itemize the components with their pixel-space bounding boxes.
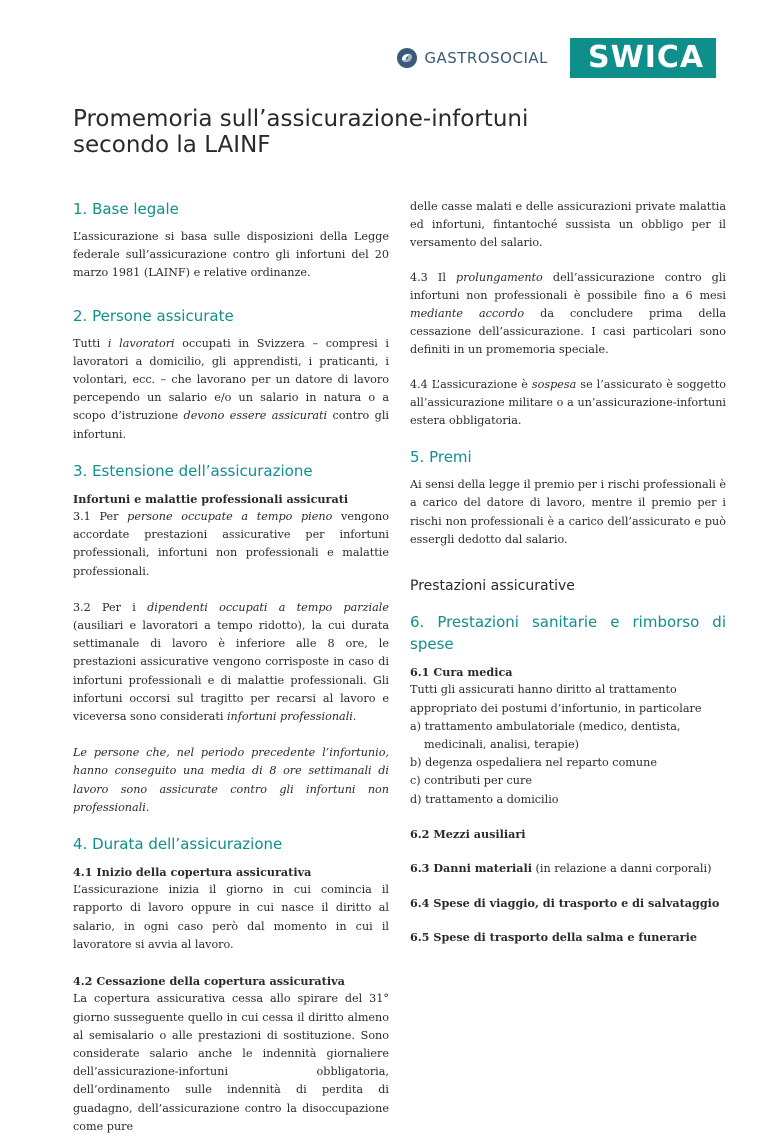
section-4-1-heading: 4.1 Inizio della copertura assicurativa [73,865,312,880]
section-6-3-heading: 6.3 Danni materiali (in relazione a danni corporali) [410,861,712,876]
section-6-4-heading: 6.4 Spese di viaggio, di trasporto e di salvataggio [410,896,720,911]
page-title [73,106,553,158]
left-column [73,198,389,1136]
list-item: b) degenza ospedaliera nel reparto comune [410,756,657,770]
section-3-note: Le persone che, nel periodo precedente l’infortunio, hanno conseguito una media di 8 ore settimanali di lavoro sono assicurate contro gli infortuni non professionali. [73,746,389,814]
section-4-4-text: 4.4 L’assicurazione è sospesa se l’assicurato è soggetto all’assicurazione militare o a un’assicurazione-infortuni estera obbligatoria. [410,377,726,428]
section-4-3-text: 4.3 Il prolungamento dell’assicurazione contro gli infortuni non professionali è possibile fino a 6 mesi mediante accordo da concludere prima della cessazione dell’assicurazione. I casi particolari sono definiti in un promemoria speciale. [410,270,726,357]
section-6-1-list [410,718,726,809]
section-1-text: L’assicurazione si basa sulle disposizioni della Legge federale sull’assicurazione contro gli infortuni del 20 marzo 1981 (LAINF) e relative ordinanze. [73,230,389,280]
section-1-heading: 1. Base legale [73,200,179,218]
title-line-1: Promemoria sull’assicurazione-infortuni [73,106,529,132]
section-2-heading: 2. Persone assicurate [73,306,234,325]
section-2-text: Tutti i lavoratori occupati in Svizzera – compresi i lavoratori a domicilio, gli apprendisti, i praticanti, i volontari, ecc. – che lavorano per un datore di lavoro percependo un salario e/o un salario in natura o a scopo d’istruzione devono essere assicurati contro gli infortuni. [73,336,390,441]
gastrosocial-wordmark: GASTROSOCIAL [424,49,548,67]
swica-logo: SWICA [570,38,716,78]
gastrosocial-logo [396,47,548,69]
right-column [410,198,726,947]
prestazioni-heading: Prestazioni assicurative [410,578,575,595]
section-6-5-heading: 6.5 Spese di trasporto della salma e funerarie [410,930,697,945]
list-item: a) trattamento ambulatoriale (medico, dentista, medicinali, analisi, terapie) [410,719,681,752]
list-item: c) contributi per cure [410,774,532,788]
section-6-1-heading: 6.1 Cura medica [410,665,513,680]
gastrosocial-swirl-icon [396,47,418,69]
section-6-1-intro: Tutti gli assicurati hanno diritto al trattamento appropriato dei postumi d’infortunio, in particolare [410,683,702,715]
section-4-1-text: L’assicurazione inizia il giorno in cui comincia il rapporto di lavoro oppure in cui nasce il diritto al salario, in ogni caso però dal momento in cui il lavoratore si avvia al lavoro. [73,883,389,951]
section-4-2-heading: 4.2 Cessazione della copertura assicurativa [73,974,345,989]
list-item: d) trattamento a domicilio [410,792,559,806]
section-4-heading: 4. Durata dell’assicurazione [73,835,283,854]
section-5-heading: 5. Premi [410,448,472,467]
section-3-1-text: 3.1 Per persone occupate a tempo pieno vengono accordate prestazioni assicurative per infortuni professionali, infortuni non professionali e malattie professionali. [73,510,389,578]
section-4-2-continued: delle casse malati e delle assicurazioni private malattia ed infortuni, fintantoché sussista un obbligo per il versamento del salario. [410,200,726,250]
section-3-heading: 3. Estensione dell’assicurazione [73,461,313,480]
title-line-2: secondo la LAINF [73,132,271,158]
logo-row [396,38,716,78]
section-6-2-heading: 6.2 Mezzi ausiliari [410,826,526,841]
section-5-text: Ai sensi della legge il premio per i rischi professionali è a carico del datore di lavoro, mentre il premio per i rischi non professionali è a carico dell’assicurato e può essergli dedotto dal salario. [410,478,726,546]
section-4-2-text: La copertura assicurativa cessa allo spirare del 31° giorno susseguente quello in cui cessa il diritto almeno al semisalario o alle prestazioni di sostituzione. Sono considerate salario anche le indennità giornaliere dell’assicurazione-infortuni obbligatoria, dell’ordinamento sulle indennità di perdita di guadagno, dell’assicurazione contro la disoccupazione come pure [73,992,389,1133]
section-6-heading: 6. Prestazioni sanitarie e rimborso di spese [410,613,726,654]
section-3-2-text: 3.2 Per i dipendenti occupati a tempo parziale (ausiliari e lavoratori a tempo ridotto), la cui durata settimanale di lavoro è inferiore alle 8 ore, le prestazioni assicurative vengono corrisposte in caso di infortuni professionali e di malattie professionali. Gli infortuni occorsi sul tragitto per recarsi al lavoro e viceversa sono considerati infortuni professionali. [73,600,389,724]
section-3-subheading: Infortuni e malattie professionali assicurati [73,491,349,506]
